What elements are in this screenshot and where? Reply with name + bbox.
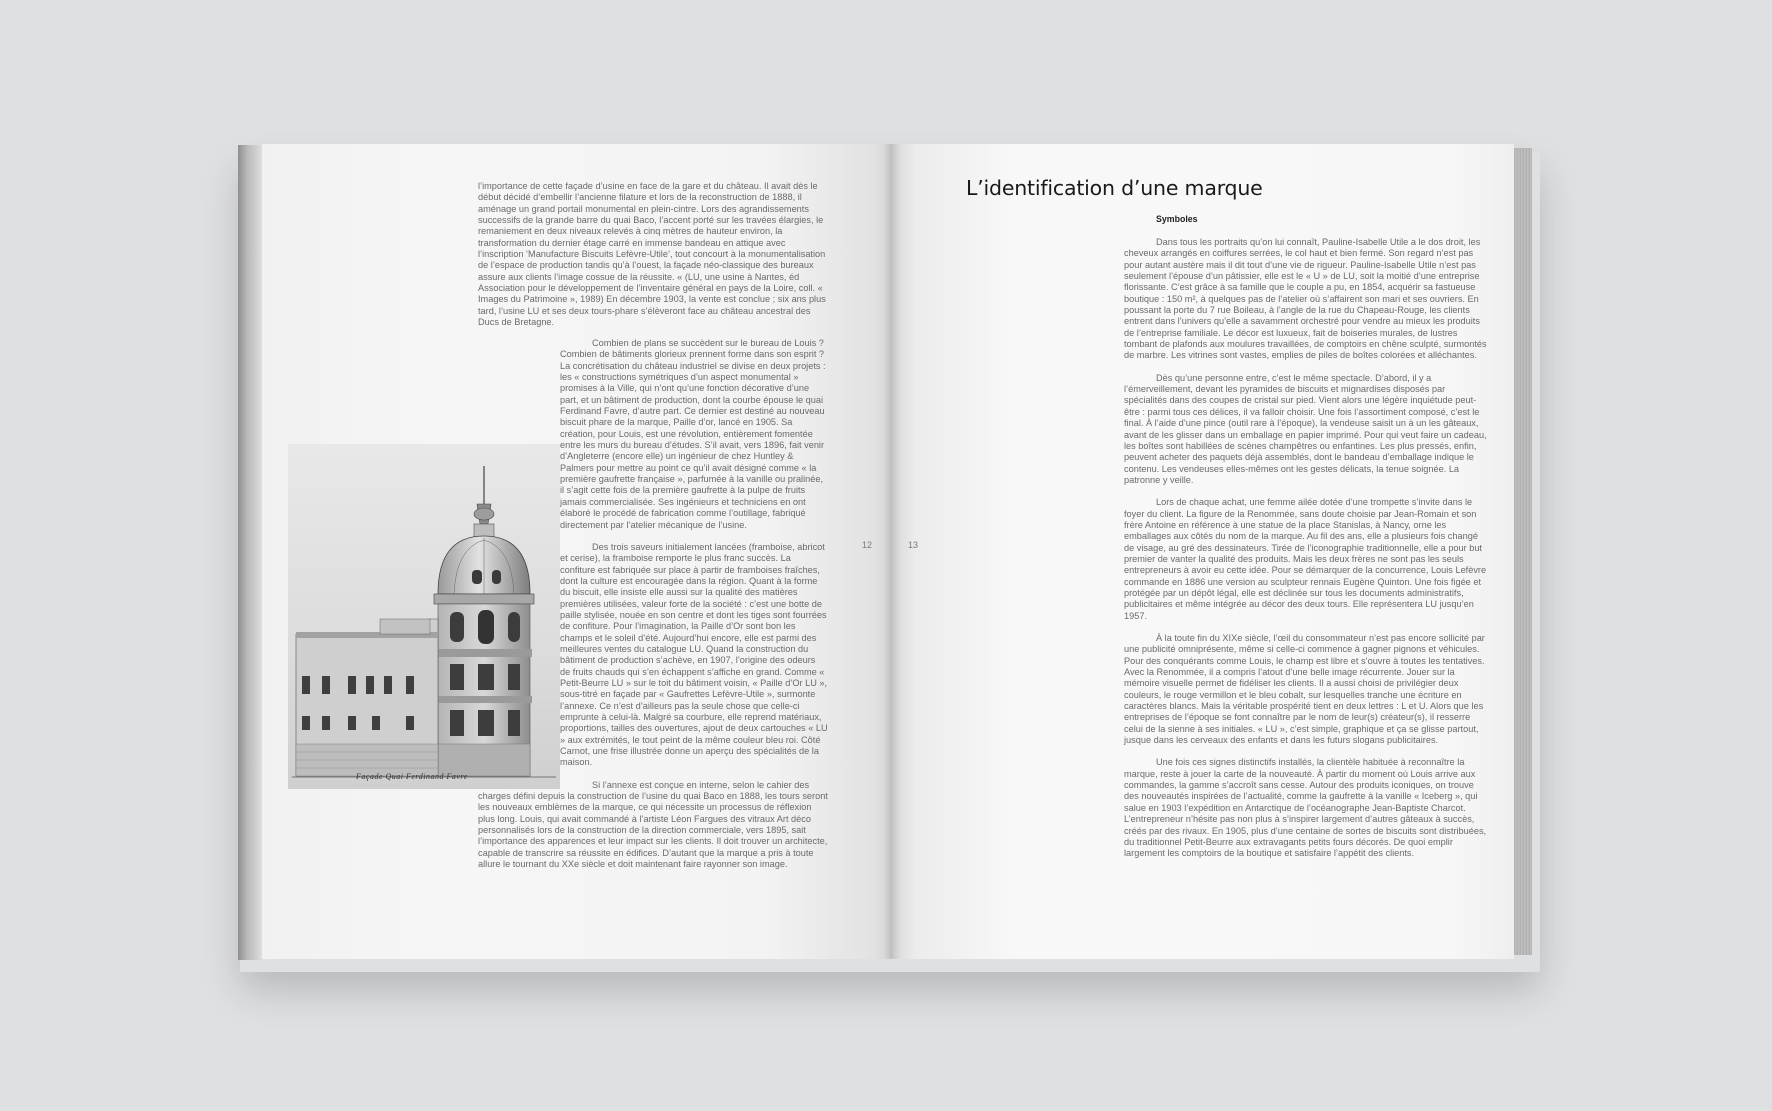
right-paragraph: Dès qu’une personne entre, c’est le même spectacle. D’abord, il y a l’émerveillement, devant les pyramides de biscuits et mignardises disposés par spécialités dans des coupes de cristal sur pied. Vient alors une légère inquiétude peut-être : parmi tous ces délices, il va falloir choisir. Une fois l’assortiment composé, c’est le final. À l’aide d’une pince (outil rare à l’époque), la vendeuse saisit un à un les gâteaux, avant de les glisser dans un emballage en papier imprimé. Pour qui veut faire un cadeau, les boîtes sont habillées de scènes champêtres ou enfantines. Les plus pressés, enfin, peuvent acheter des paquets déjà assemblés, dont le bandeau d’emballage indique le contenu. Les vendeuses elles-mêmes ont les gestes délicats, la tenue soignée. La patronne y veille.	[1124, 372, 1487, 485]
left-page	[262, 144, 892, 959]
book-gutter	[884, 144, 902, 959]
right-paragraph: Une fois ces signes distinctifs installés, la clientèle habituée à reconnaître la marque, reste à jouer la carte de la nouveauté. À partir du moment où Louis arrive aux commandes, la gamme s’accroît sans cesse. Autour des produits iconiques, on trouve des nouveautés inspirées de l’actualité, comme la gaufrette à la vanille « Iceberg », qui salue en 1903 l’expédition en Antarctique de l’océanographe Jean-Baptiste Charcot. L’entrepreneur n’hésite pas non plus à s’inspirer largement d’autres gâteaux à succès, créés par des rivaux. En 1905, plus d’une centaine de sortes de biscuits sont distribuées, du traditionnel Petit-Beurre aux extravagants petits fours décorés. De quoi emplir largement les comptoirs de la boutique et satisfaire l’appétit des clients.	[1124, 757, 1487, 859]
right-text-block	[1124, 237, 1488, 871]
book-page-edges	[1512, 148, 1532, 955]
book-left-edge	[238, 145, 264, 960]
left-paragraph: Combien de plans se succèdent sur le bureau de Louis ? Combien de bâtiments glorieux prennent forme dans son esprit ? La concrétisation du château industriel se divise en deux projets : les « constructions symétriques d’un aspect monumental » promises à la Ville, qui n’ont qu’une fonction décorative d’une part, et un bâtiment de production, dont la courbe épouse le quai Ferdinand Favre, d’autre part. Ce dernier est destiné au nouveau biscuit phare de la marque, Paille d’or, lancé en 1905. Sa création, pour Louis, est une révolution, entièrement fomentée entre les murs du bureau d’études. S’il avait, vers 1896, fait venir d’Angleterre (encore elle) un ingénieur de chez Huntley & Palmers pour mettre au point ce qu’il avait désigné comme « la première gaufrette française », parfumée à la vanille ou pralinée, il s’agit cette fois de la première gaufrette à la pulpe de fruits jamais commercialisée. Ses ingénieurs et techniciens en ont élaboré le procédé de fabrication comme l’outillage, fabriqué directement par l’atelier mécanique de l’usine.	[560, 338, 826, 530]
left-paragraph: Si l’annexe est conçue en interne, selon le cahier des charges défini depuis la construction de l’usine du quai Baco en 1888, les tours seront les nouveaux emblèmes de la marque, ce qui nécessite un processus de réflexion plus long. Louis, qui avait commandé à l’artiste Léon Fargues des vitraux Art déco personnalisés lors de la construction de la direction commerciale, vers 1895, sait l’importance des apparences et leur impact sur les clients. Il doit trouver un architecte, capable de transcrire sa réussite en édifices. D’autant que la marque a pris à toute allure le tournant du XXe siècle et doit maintenant faire rayonner son image.	[478, 779, 828, 870]
section-subtitle: Symboles	[1156, 214, 1198, 224]
architectural-drawing-figure	[288, 444, 560, 789]
page-number-left: 12	[862, 540, 873, 550]
left-top-text-block	[478, 181, 828, 339]
left-paragraph: l’importance de cette façade d’usine en face de la gare et du château. Il avait dès le début décidé d’embellir l’ancienne filature et lors de la reconstruction de 1888, il aménage un grand portail monumental en plein-cintre. Lors des agrandissements successifs de la grande barre du quai Baco, l’accent porté sur les travées élargies, le remaniement en deux niveaux relevés à cinq mètres de hauteur environ, la transformation du dernier étage carré en immense bandeau en attique avec l’inscription ‘Manufacture Biscuits Lefèvre-Utile’, tout concourt à la monumentalisation de l’espace de production tandis qu’à l’ouest, la façade néo-classique des bureaux assure aux clients l’image cossue de la réussite. « (LU, une usine à Nantes, éd Association pour le développement de l’inventaire général en pays de la Loire, coll. « Images du Patrimoine », 1989) En décembre 1903, la vente est conclue ; six ans plus tard, l’usine LU et ses deux tours-phare s’élèveront face au château ancestral des Ducs de Bretagne.	[478, 181, 826, 328]
right-paragraph: À la toute fin du XIXe siècle, l’œil du consommateur n’est pas encore sollicité par une publicité omniprésente, même si celle-ci commence à gagner pignons et véhicules. Pour des conquérants comme Louis, le champ est libre et s’ouvre à toutes les tentatives. Avec la Renommée, il a compris l’atout d’une belle image récurrente. Jouer sur la mémoire visuelle permet de fidéliser les clients. Il a aussi choisi de privilégier deux couleurs, le rouge vermillon et le bleu cobalt, sur lesquelles tranche une écriture en caractères blancs. Mais la véritable prospérité tient en deux lettres : L et U. Alors que les entreprises de l’époque se font connaître par le nom de leur(s) créateur(s), il resserre celui de la sienne à ses initiales. « LU », c’est simple, graphique et ça se glisse partout, jusque dans les cerveaux des enfants et dans les futurs slogans publicitaires.	[1124, 633, 1485, 746]
left-paragraph: Des trois saveurs initialement lancées (framboise, abricot et cerise), la framboise remporte le plus franc succès. La confiture est fabriquée sur place à partir de framboises fraîches, dont la culture est encouragée dans la région. Quant à la forme du biscuit, elle insiste elle aussi sur la qualité des matières premières utilisées, valeur forte de la société : c’est une botte de paille stylisée, nouée en son centre et dont les tiges sont fourrées de confiture. Pour l’imagination, la Paille d’Or sont bon les champs et le soleil d’été. Aujourd’hui encore, elle est parmi des meilleures ventes du catalogue LU. Quand la construction du bâtiment de production s’achève, en 1907, l’origine des odeurs de fruits chauds qui s’en échappent s’affiche en grand. Comme « Petit-Beurre LU » sur le toit du bâtiment voisin, « Paille d’Or LU », sous-titré en façade par « Gaufrettes Lefèvre-Utile », surmonte l’annexe. Ce n’est d’ailleurs pas la seule chose que celle-ci emprunte à celui-là. Malgré sa courbure, elle reprend matériaux, proportions, tailles des ouvertures, ajout de deux cartouches « LU » aux extrémités, le tout peint de la même couleur bleu roi. Côté Carnot, une frise illustrée donne un aperçu des spécialités de la maison.	[560, 541, 828, 768]
right-paragraph: Dans tous les portraits qu’on lui connaît, Pauline-Isabelle Utile a le dos droit, les cheveux arrangés en coiffures serrées, le col haut et bien fermé. Son regard n’est pas pour autant austère mais il dit tout d’une vie de rigueur. Pauline-Isabelle Utile n’est pas seulement l’épouse d’un pâtissier, elle est le « U » de LU, soit la moitié d’une entreprise florissante. C’est grâce à sa famille que le couple a pu, en 1854, acquérir sa fastueuse boutique : 150 m², à quelques pas de l’atelier où s’affairent son mari et ses ouvriers. En poussant la porte du 7 rue Boileau, à l’angle de la rue du Chapeau-Rouge, les clients entrent dans l’univers qu’elle a savamment orchestré pour vendre au mieux les produits de l’entreprise familiale. Le décor est luxueux, fait de boiseries murales, de lustres tombant de plafonds aux moulures travaillées, de comptoirs en chêne sculpté, surmontés de marbre. Les vitrines sont vastes, emplies de piles de boîtes colorées et alléchantes.	[1124, 237, 1487, 361]
page-number-right: 13	[908, 540, 919, 550]
chapter-title: L’identification d’une marque	[966, 176, 1263, 200]
right-paragraph: Lors de chaque achat, une femme ailée dotée d’une trompette s’invite dans le foyer du client. La figure de la Renommée, sans doute choisie par Jean-Romain et son frère Antoine en référence à une statue de la place Stanislas, à Nancy, orne les emballages aux côtés du nom de la marque. Au fil des ans, elle a plusieurs fois changé de visage, au gré des dessinateurs. Tirée de l’iconographie traditionnelle, elle a pour but premier de vanter la qualité des produits. Mais les deux frères ne sont pas les seuls entrepreneurs à avoir eu cette idée. Pour se démarquer de la concurrence, Louis Lefèvre commande en 1886 une version au sculpteur rennais Eugène Quinton. Une fois figée et protégée par un dépôt légal, elle est déclinée sur tous les documents administratifs, publicitaires et même intégrée au décor des deux tours. Elle représentera LU jusqu’en 1957.	[1124, 497, 1487, 621]
building-facade-drawing	[288, 444, 560, 789]
figure-caption: Façade Quai Ferdinand Favre	[356, 772, 468, 781]
right-page	[892, 144, 1514, 959]
